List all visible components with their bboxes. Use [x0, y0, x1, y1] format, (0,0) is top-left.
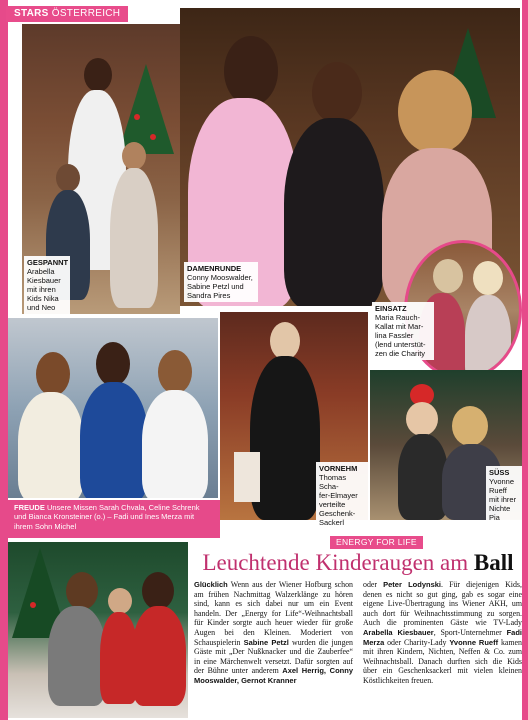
caption-keyword: FREUDE	[14, 503, 45, 512]
article-text: . Für diejenigen Kids, denen es nicht so gut ging, gab es sogar eine eigene Live-Übertragung ins Wiener AKH, um auch dort für Weihnachtsstimmung zu sorgen. Auch die prominenten Gäste wie TV-Lady	[363, 580, 522, 628]
article-text: Wenn aus der Wiener Hofburg schon am frühen Nachmittag Walzerklänge zu hören sind, kann es sich dabei nur um ein Event handeln. Der „Energy for Life“-Weihnachtsball für Kinder sorgte auch heuer wieder für große Augen bei den Kleinen. Moderiert von Schauspielerin	[194, 580, 353, 647]
caption-line: Geschenk-	[319, 509, 356, 518]
caption-line: Yvonne	[489, 477, 515, 486]
caption-line: Sandra Pires	[187, 291, 231, 300]
caption-keyword: SÜSS	[489, 468, 510, 477]
article-name: Axel Herrig, Conny Mooswalder, Gernot Kranner	[194, 666, 353, 685]
caption-damenrunde	[184, 262, 258, 302]
caption-line: Kids Nika	[27, 294, 59, 303]
caption-keyword: GESPANNT	[27, 258, 69, 267]
caption-suss	[486, 466, 522, 524]
caption-vornehm	[316, 462, 370, 529]
right-accent-bar	[522, 0, 528, 720]
article-kicker: ENERGY FOR LIFE	[330, 536, 423, 549]
caption-line: Nichte Pia	[489, 504, 511, 522]
caption-keyword: VORNEHM	[319, 464, 358, 473]
article-name: Sabine Petzl	[243, 637, 289, 647]
caption-line: zen die Charity	[375, 349, 426, 358]
christmas-tree-icon	[118, 64, 174, 154]
caption-line: Conny Mooswalder,	[187, 273, 253, 282]
caption-line: Maria Rauch-	[375, 313, 421, 322]
caption-line: Sackerl	[319, 518, 345, 527]
caption-line: Kallat mit Mar-	[375, 322, 424, 331]
article-text: oder	[363, 580, 384, 589]
caption-line: und Neo	[27, 303, 56, 312]
article-text: kamen mit ihren Kindern, Nichten, Neffen & Co. zum Weihnachtsball. Danach durften sich die Kids über ein Geschenksackerl mit vielen kleinen Köstlichkeiten freuen.	[363, 637, 522, 685]
article-name: Arabella Kiesbauer	[363, 627, 434, 637]
section-tag	[6, 6, 128, 22]
caption-gespannt	[24, 256, 70, 314]
article-text: , Sport-Unternehmer	[433, 627, 507, 637]
caption-line: Rueff	[489, 486, 507, 495]
photo-merza-family	[8, 542, 188, 718]
gift-bag-icon	[234, 452, 260, 502]
caption-line: Sabine Petzl und	[187, 282, 244, 291]
article-name: Yvonne Rueff	[449, 637, 499, 647]
article-body	[194, 580, 522, 720]
article-name: Peter Lodynski	[383, 580, 442, 589]
article-name: Glücklich	[194, 580, 228, 589]
section-secondary: ÖSTERREICH	[51, 8, 121, 19]
headline-bold: Ball	[473, 550, 514, 575]
caption-line: lina Fassler	[375, 331, 414, 340]
article	[194, 536, 522, 720]
caption-line: Thomas Scha-	[319, 473, 347, 491]
left-accent-bar	[0, 0, 8, 720]
caption-einsatz	[372, 302, 434, 360]
article-text: wurden die jungen Gäste mit „Der Nußknacker und die Zauberfee“ in eine Märchenwelt versetzt. Dafür sorgten auf der Bühne unter anderem	[194, 637, 353, 676]
section-primary: STARS	[14, 8, 49, 19]
article-column-2	[363, 580, 522, 720]
article-headline	[194, 550, 522, 576]
caption-freude	[8, 500, 220, 538]
headline-main: Leuchtende Kinderaugen am	[202, 550, 469, 575]
caption-line: verteilte	[319, 500, 346, 509]
caption-line: Kiesbauer	[27, 276, 61, 285]
caption-line: mit ihrer	[489, 495, 517, 504]
article-name: Fadi Merza	[363, 627, 522, 647]
caption-line: fer-Elmayer	[319, 491, 358, 500]
caption-line: (lend unterstüt-	[375, 340, 426, 349]
caption-line: Arabella	[27, 267, 55, 276]
article-column-1	[194, 580, 353, 720]
article-text: oder Charity-Lady	[384, 637, 450, 647]
caption-text: Unsere Missen Sarah Chvala, Celine Schrenk und Bianca Kronsteiner (o.) – Fadi und Ines Merza mit ihrem Sohn Michel	[14, 503, 200, 531]
caption-line: mit ihren	[27, 285, 56, 294]
caption-keyword: EINSATZ	[375, 304, 407, 313]
photo-missen	[8, 318, 218, 498]
caption-keyword: DAMENRUNDE	[187, 264, 242, 273]
